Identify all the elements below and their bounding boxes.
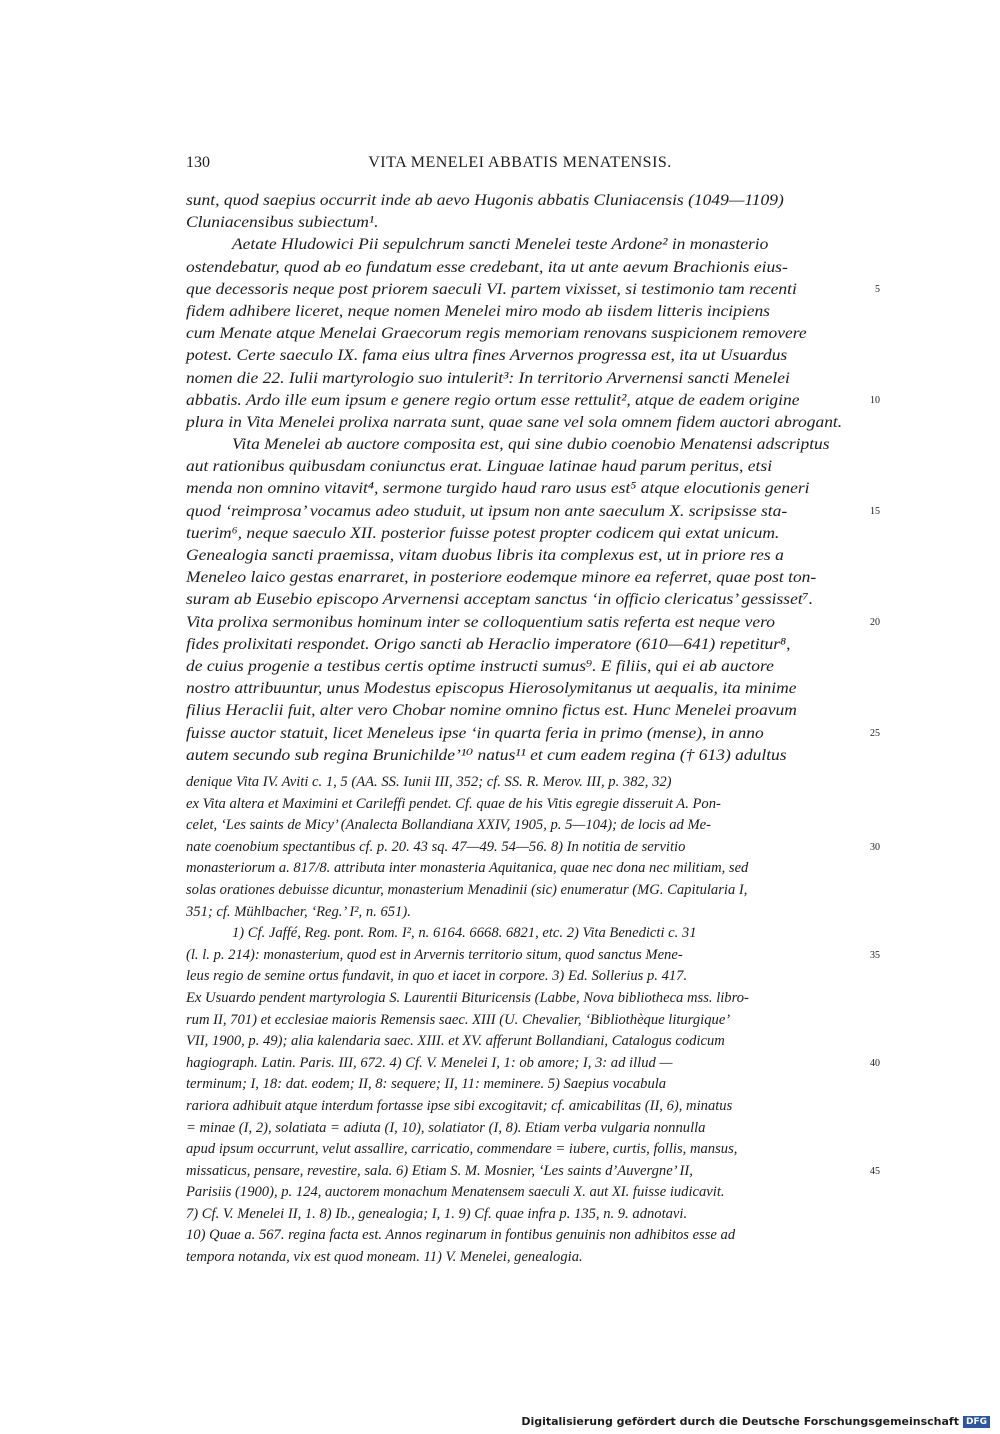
note-line-text: 1) Cf. Jaffé, Reg. pont. Rom. I², n. 6164. 6668. 6821, etc. 2) Vita Benedicti c. 31 [232, 925, 697, 942]
note-line-text: monasteriorum a. 817/8. attributa inter monasteria Aquitanica, quae nec dona nec militiam, sed [186, 860, 749, 877]
line-number: 5 [875, 283, 880, 295]
note-line [186, 837, 880, 859]
note-line-text: leus regio de semine ortus fundavit, in quo et iacet in corpore. 3) Ed. Sollerius p. 417. [186, 968, 688, 985]
note-line-text: Ex Usuardo pendent martyrologia S. Laurentii Bituricensis (Labbe, Nova bibliotheca mss. libro- [186, 989, 749, 1006]
text-line-text: Cluniacensibus subiectum¹. [186, 214, 379, 232]
text-line [186, 234, 854, 256]
note-line-text: tempora notanda, vix est quod moneam. 11) V. Menelei, genealogia. [186, 1249, 583, 1266]
line-number: 40 [870, 1057, 880, 1069]
line-number: 30 [870, 841, 880, 853]
text-line [186, 501, 880, 523]
note-line-text: (l. l. p. 214): monasterium, quod est in Arvernis territorio situm, quod sanctus Mene- [186, 946, 683, 963]
note-line [186, 923, 854, 945]
funding-text: Digitalisierung gefördert durch die Deutsche Forschungsgemeinschaft [521, 1415, 959, 1428]
page-number: 130 [186, 154, 210, 171]
note-line [186, 1204, 854, 1226]
note-line-text: hagiograph. Latin. Paris. III, 672. 4) Cf. V. Menelei I, 1: ob amore; I, 3: ad illud — [186, 1054, 673, 1071]
text-line-text: suram ab Eusebio episcopo Arvernensi acceptam sanctus ‘in officio clericatus’ gessisset⁷. [186, 591, 814, 609]
line-number: 35 [870, 949, 880, 961]
note-line [186, 1247, 854, 1269]
text-line-text: fides prolixitati respondet. Origo sancti ab Heraclio imperatore (610—641) repetitur⁸, [186, 635, 791, 653]
note-line [186, 1074, 854, 1096]
text-line [186, 545, 854, 567]
text-line [186, 589, 854, 611]
note-line [186, 945, 880, 967]
line-number: 20 [870, 616, 880, 628]
text-line [186, 345, 854, 367]
note-line-text: celet, ‘Les saints de Micy’ (Analecta Bollandiana XXIV, 1905, p. 5—104); de locis ad Me- [186, 817, 711, 834]
text-line [186, 301, 854, 323]
note-line [186, 1118, 854, 1140]
text-line [186, 523, 854, 545]
note-line [186, 988, 854, 1010]
note-line-text: apud ipsum occurrunt, velut assallire, carricatio, commendare = iubere, curtis, follis, mansus, [186, 1141, 738, 1158]
note-line-text: rariora adhibuit atque interdum fortasse ipse sibi excogitavit; cf. amicabilitas (II, 6), minatus [186, 1097, 733, 1114]
note-line [186, 794, 854, 816]
funding-footer [521, 1415, 990, 1428]
text-line-text: aut rationibus quibusdam coniunctus erat. Linguae latinae haud parum peritus, etsi [186, 458, 773, 476]
text-line-text: filius Heraclii fuit, alter vero Chobar nomine omnino fictus est. Hunc Menelei proavum [186, 702, 797, 720]
text-line-text: Genealogia sancti praemissa, vitam duobus libris ita complexus est, ut in priore res a [186, 547, 784, 564]
text-line-text: plura in Vita Menelei prolixa narrata sunt, quae sane vel sola omnem fidem auctori abrogant. [186, 413, 843, 431]
note-line [186, 815, 854, 837]
note-line-text: solas orationes debuisse dicuntur, monasterium Menadinii (sic) enumeratur (MG. Capitularia I, [186, 881, 748, 898]
text-line [186, 323, 854, 345]
text-line [186, 456, 854, 478]
text-line [186, 190, 854, 212]
text-line [186, 567, 854, 589]
dfg-logo-icon: DFG [963, 1416, 990, 1428]
text-line-text: que decessoris neque post priorem saeculi VI. partem vixisset, si testimonio tam recenti [186, 280, 797, 298]
text-line-text: fuisse auctor statuit, licet Meneleus ipse ‘in quarta feria in primo (mense), in anno [186, 724, 764, 742]
line-number: 45 [870, 1165, 880, 1177]
note-line-text: = minae (I, 2), solatiata = adiuta (I, 10), solatiator (I, 8). Etiam verba vulgaria nonnulla [186, 1119, 706, 1136]
text-line [186, 612, 880, 634]
line-number: 10 [870, 394, 880, 406]
text-line [186, 279, 880, 301]
text-line-text: nostro attribuuntur, unus Modestus episcopus Hierosolymitanus ut aequalis, ita minime [186, 680, 797, 698]
text-line [186, 390, 880, 412]
running-title: VITA MENELEI ABBATIS MENATENSIS. [368, 154, 672, 171]
note-line-text: 7) Cf. V. Menelei II, 1. 8) Ib., genealogia; I, 1. 9) Cf. quae infra p. 135, n. 9. adnotavi. [186, 1205, 688, 1222]
text-line-text: quod ‘reimprosa’ vocamus adeo studuit, ut ipsum non ante saeculum X. scripsisse sta- [186, 502, 788, 520]
text-line-text: sunt, quod saepius occurrit inde ab aevo Hugonis abbatis Cluniacensis (1049—1109) [186, 192, 784, 209]
text-line [186, 478, 854, 500]
note-line-text: 10) Quae a. 567. regina facta est. Annos reginarum in fontibus genuinis non adhibitos esse ad [186, 1227, 736, 1244]
text-line [186, 700, 854, 722]
text-line-text: tuerim⁶, neque saeculo XII. posterior fuisse potest propter codicem qui extat unicum. [186, 524, 780, 542]
note-line [186, 1139, 854, 1161]
note-line [186, 880, 854, 902]
text-line [186, 656, 854, 678]
text-line [186, 368, 854, 390]
text-line-text: fidem adhibere liceret, neque nomen Menelei miro modo ab iisdem litteris incipiens [186, 302, 770, 320]
note-line-text: missaticus, pensare, revestire, sala. 6) Etiam S. M. Mosnier, ‘Les saints d’Auvergne’ II, [186, 1162, 693, 1179]
text-line-text: de cuius progenie a testibus certis optime instructi sumus⁹. E filiis, qui ei ab auctore [186, 657, 774, 675]
text-line [186, 212, 854, 234]
text-line [186, 745, 854, 767]
text-line-text: Vita prolixa sermonibus hominum inter se colloquentium satis referta est neque vero [186, 613, 776, 631]
note-line [186, 1161, 880, 1183]
note-line-text: terminum; I, 18: dat. eodem; II, 8: sequere; II, 11: meminere. 5) Saepius vocabula [186, 1076, 667, 1093]
note-line-text: nate coenobium spectantibus cf. p. 20. 43 sq. 47—49. 54—56. 8) In notitia de servitio [186, 838, 686, 855]
text-line-text: potest. Certe saeculo IX. fama eius ultra fines Arvernos progressa est, ita ut Usuardus [186, 347, 788, 365]
note-line [186, 1182, 854, 1204]
note-line [186, 858, 854, 880]
note-line [186, 902, 854, 924]
text-line [186, 723, 880, 745]
text-line-text: cum Menate atque Menelai Graecorum regis memoriam renovans suspicionem removere [186, 325, 807, 343]
note-line [186, 1031, 854, 1053]
footnotes [186, 772, 880, 1269]
text-line-text: abbatis. Ardo ille eum ipsum e genere regio ortum esse rettulit², atque de eadem origine [186, 391, 800, 409]
text-line [186, 678, 854, 700]
note-line-text: ex Vita altera et Maximini et Carileffi pendet. Cf. quae de his Vitis egregie disseruit A. Pon- [186, 795, 721, 812]
text-line-text: Meneleo laico gestas enarraret, in posteriore eodemque minore ea referret, quae post ton- [186, 569, 817, 587]
note-line [186, 1096, 854, 1118]
text-line-text: menda non omnino vitavit⁴, sermone turgido haud raro usus est⁵ atque elocutionis generi [186, 480, 810, 498]
text-line-text: ostendebatur, quod ab eo fundatum esse credebant, ita ut ante aevum Brachionis eius- [186, 258, 788, 276]
note-line [186, 1225, 854, 1247]
text-line-text: nomen die 22. Iulii martyrologio suo intulerit³: In territorio Arvernensi sancti Menelei [186, 369, 790, 387]
note-line-text: denique Vita IV. Aviti c. 1, 5 (AA. SS. Iunii III, 352; cf. SS. R. Merov. III, p. 382, 32) [186, 774, 672, 790]
note-line [186, 772, 854, 794]
note-line [186, 1010, 854, 1032]
text-line [186, 634, 854, 656]
text-line-text: autem secundo sub regina Brunichilde’¹⁰ natus¹¹ et cum eadem regina († 613) adultus [186, 746, 787, 764]
text-line-text: Vita Menelei ab auctore composita est, qui sine dubio coenobio Menatensi adscriptus [232, 436, 830, 454]
note-line-text: rum II, 701) et ecclesiae maioris Remensis saec. XIII (U. Chevalier, ‘Bibliothèque liturgique’ [186, 1011, 731, 1028]
text-line [186, 412, 854, 434]
note-line-text: 351; cf. Mühlbacher, ‘Reg.’ I², n. 651). [186, 903, 411, 920]
main-text [186, 190, 880, 767]
text-line-text: Aetate Hludowici Pii sepulchrum sancti Menelei teste Ardone² in monasterio [232, 236, 769, 254]
line-number: 15 [870, 505, 880, 517]
text-line [186, 434, 854, 456]
note-line-text: Parisiis (1900), p. 124, auctorem monachum Menatensem saeculi X. aut XI. fuisse iudicavit. [186, 1184, 725, 1201]
text-line [186, 257, 854, 279]
note-line-text: VII, 1900, p. 49); alia kalendaria saec. XIII. et XV. afferunt Bollandiani, Catalogus codicum [186, 1033, 725, 1050]
note-line [186, 1053, 880, 1075]
line-number: 25 [870, 727, 880, 739]
note-line [186, 966, 854, 988]
page-header [186, 154, 854, 178]
